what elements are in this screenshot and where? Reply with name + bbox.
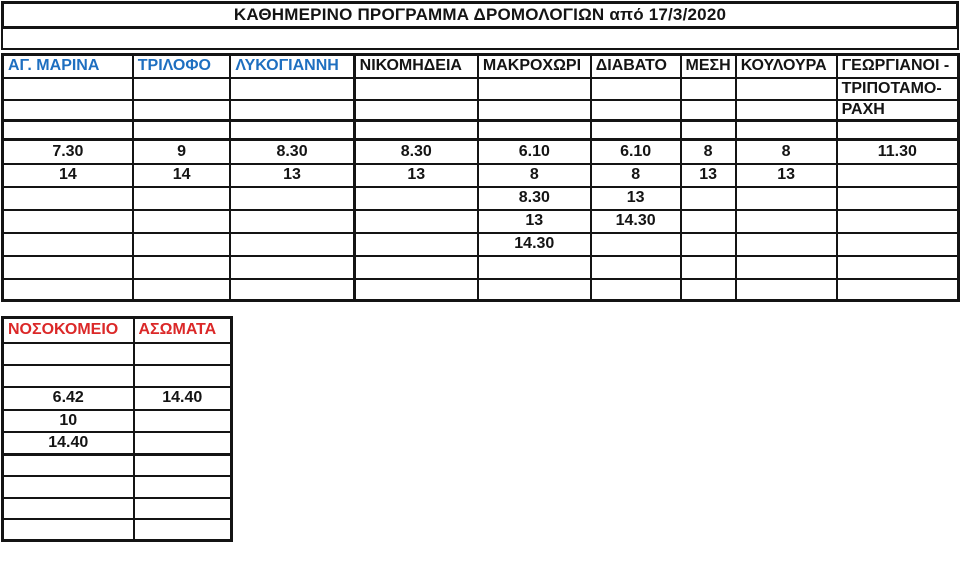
time-cell: 13 bbox=[681, 164, 736, 187]
empty-cell bbox=[133, 233, 231, 256]
empty-cell bbox=[134, 455, 232, 476]
empty-cell bbox=[354, 78, 478, 100]
time-cell: 8 bbox=[681, 140, 736, 164]
time-cell: 14 bbox=[3, 164, 133, 187]
time-row bbox=[3, 519, 232, 541]
empty-cell bbox=[134, 519, 232, 541]
time-row bbox=[3, 140, 959, 164]
time-row bbox=[3, 455, 232, 476]
empty-cell bbox=[681, 256, 736, 279]
empty-cell bbox=[837, 256, 959, 279]
time-cell: 8.30 bbox=[354, 140, 478, 164]
time-cell: 13 bbox=[230, 164, 354, 187]
empty-cell bbox=[681, 210, 736, 233]
column-header-1: ΑΓ. ΜΑΡΙΝΑ bbox=[3, 55, 133, 78]
empty-cell bbox=[736, 121, 837, 140]
empty-cell bbox=[478, 100, 591, 121]
header-continuation-row bbox=[3, 100, 959, 121]
column-header-2: ΑΣΩΜΑΤΑ bbox=[134, 318, 232, 343]
main-schedule-table bbox=[1, 53, 960, 302]
hospital-schedule-table bbox=[1, 316, 233, 542]
time-cell: 10 bbox=[3, 410, 134, 432]
column-header-7: ΜΕΣΗ bbox=[681, 55, 736, 78]
time-cell: 13 bbox=[591, 187, 681, 210]
empty-cell bbox=[133, 256, 231, 279]
empty-cell bbox=[3, 256, 133, 279]
time-cell: 6.42 bbox=[3, 387, 134, 410]
empty-cell bbox=[354, 210, 478, 233]
empty-cell bbox=[3, 121, 133, 140]
empty-cell bbox=[133, 210, 231, 233]
header-continuation-row bbox=[3, 343, 232, 365]
empty-cell bbox=[354, 100, 478, 121]
empty-cell bbox=[134, 432, 232, 455]
empty-cell bbox=[354, 279, 478, 301]
time-row bbox=[3, 498, 232, 519]
time-row bbox=[3, 432, 232, 455]
empty-cell bbox=[681, 100, 736, 121]
empty-cell bbox=[837, 233, 959, 256]
empty-cell bbox=[3, 476, 134, 498]
empty-cell bbox=[230, 210, 354, 233]
empty-cell bbox=[134, 498, 232, 519]
empty-cell bbox=[736, 279, 837, 301]
column-header-4: ΝΙΚΟΜΗΔΕΙΑ bbox=[354, 55, 478, 78]
empty-cell bbox=[681, 233, 736, 256]
header-row bbox=[3, 318, 232, 343]
empty-cell bbox=[837, 164, 959, 187]
empty-cell bbox=[3, 498, 134, 519]
time-cell: 8.30 bbox=[478, 187, 591, 210]
empty-cell bbox=[133, 187, 231, 210]
empty-cell bbox=[591, 100, 681, 121]
time-cell: 11.30 bbox=[837, 140, 959, 164]
time-cell: 8 bbox=[591, 164, 681, 187]
empty-cell bbox=[478, 256, 591, 279]
empty-cell bbox=[591, 78, 681, 100]
empty-cell bbox=[837, 121, 959, 140]
header-continuation-row bbox=[3, 365, 232, 387]
empty-cell bbox=[230, 256, 354, 279]
empty-cell bbox=[3, 233, 133, 256]
time-row bbox=[3, 410, 232, 432]
empty-cell bbox=[230, 121, 354, 140]
empty-cell bbox=[837, 210, 959, 233]
empty-cell bbox=[837, 279, 959, 301]
empty-cell bbox=[3, 187, 133, 210]
empty-cell bbox=[134, 410, 232, 432]
time-row bbox=[3, 256, 959, 279]
time-cell: 13 bbox=[354, 164, 478, 187]
empty-cell bbox=[736, 78, 837, 100]
time-cell: 8 bbox=[736, 140, 837, 164]
time-row bbox=[3, 233, 959, 256]
empty-cell bbox=[3, 365, 134, 387]
time-cell: 9 bbox=[133, 140, 231, 164]
column-header-3: ΛΥΚΟΓΙΑΝΝΗ bbox=[230, 55, 354, 78]
time-cell: 14.40 bbox=[134, 387, 232, 410]
empty-cell bbox=[354, 256, 478, 279]
column-header-2: ΤΡΙΛΟΦΟ bbox=[133, 55, 231, 78]
empty-cell bbox=[736, 187, 837, 210]
destination-wrap-cell: ΤΡΙΠΟΤΑΜΟ- bbox=[837, 78, 959, 100]
empty-cell bbox=[681, 187, 736, 210]
column-header-6: ΔΙΑΒΑΤΟ bbox=[591, 55, 681, 78]
column-header-1: ΝΟΣΟΚΟΜΕΙΟ bbox=[3, 318, 134, 343]
time-row bbox=[3, 187, 959, 210]
empty-cell bbox=[591, 256, 681, 279]
schedule-page bbox=[0, 1, 960, 581]
empty-cell bbox=[681, 279, 736, 301]
time-cell: 14.30 bbox=[591, 210, 681, 233]
time-cell: 13 bbox=[478, 210, 591, 233]
empty-cell bbox=[736, 210, 837, 233]
empty-cell bbox=[3, 78, 133, 100]
time-cell: 14.40 bbox=[3, 432, 134, 455]
empty-cell bbox=[478, 121, 591, 140]
empty-cell bbox=[230, 233, 354, 256]
empty-cell bbox=[3, 279, 133, 301]
empty-cell bbox=[230, 100, 354, 121]
empty-cell bbox=[134, 365, 232, 387]
empty-cell bbox=[681, 78, 736, 100]
empty-cell bbox=[591, 279, 681, 301]
empty-cell bbox=[478, 279, 591, 301]
empty-cell bbox=[134, 343, 232, 365]
empty-cell bbox=[230, 279, 354, 301]
time-cell: 6.10 bbox=[591, 140, 681, 164]
empty-cell bbox=[591, 233, 681, 256]
time-cell: 8.30 bbox=[230, 140, 354, 164]
empty-cell bbox=[3, 343, 134, 365]
schedule-title: ΚΑΘΗΜΕΡΙΝΟ ΠΡΟΓΡΑΜΜΑ ΔΡΟΜΟΛΟΓΙΩΝ από 17/3/2020 bbox=[1, 1, 959, 29]
empty-cell bbox=[3, 519, 134, 541]
header-continuation-row bbox=[3, 78, 959, 100]
empty-cell bbox=[736, 233, 837, 256]
time-cell: 13 bbox=[736, 164, 837, 187]
header-continuation-row bbox=[3, 121, 959, 140]
empty-cell bbox=[230, 78, 354, 100]
empty-cell bbox=[133, 78, 231, 100]
time-row bbox=[3, 279, 959, 301]
column-header-9: ΓΕΩΡΓΙΑΝΟΙ - bbox=[837, 55, 959, 78]
destination-wrap-cell: ΡΑΧΗ bbox=[837, 100, 959, 121]
empty-cell bbox=[478, 78, 591, 100]
time-cell: 14.30 bbox=[478, 233, 591, 256]
empty-cell bbox=[3, 100, 133, 121]
header-row bbox=[3, 55, 959, 78]
empty-cell bbox=[837, 187, 959, 210]
empty-cell bbox=[591, 121, 681, 140]
time-row bbox=[3, 387, 232, 410]
empty-cell bbox=[3, 455, 134, 476]
title-spacer-row bbox=[1, 29, 959, 50]
time-row bbox=[3, 164, 959, 187]
empty-cell bbox=[133, 100, 231, 121]
empty-cell bbox=[354, 121, 478, 140]
empty-cell bbox=[354, 233, 478, 256]
empty-cell bbox=[133, 279, 231, 301]
empty-cell bbox=[3, 210, 133, 233]
time-cell: 8 bbox=[478, 164, 591, 187]
time-cell: 7.30 bbox=[3, 140, 133, 164]
column-header-8: ΚΟΥΛΟΥΡΑ bbox=[736, 55, 837, 78]
empty-cell bbox=[354, 187, 478, 210]
time-cell: 14 bbox=[133, 164, 231, 187]
time-cell: 6.10 bbox=[478, 140, 591, 164]
empty-cell bbox=[736, 256, 837, 279]
empty-cell bbox=[134, 476, 232, 498]
column-header-5: ΜΑΚΡΟΧΩΡΙ bbox=[478, 55, 591, 78]
empty-cell bbox=[133, 121, 231, 140]
time-row bbox=[3, 476, 232, 498]
empty-cell bbox=[230, 187, 354, 210]
empty-cell bbox=[681, 121, 736, 140]
empty-cell bbox=[736, 100, 837, 121]
time-row bbox=[3, 210, 959, 233]
